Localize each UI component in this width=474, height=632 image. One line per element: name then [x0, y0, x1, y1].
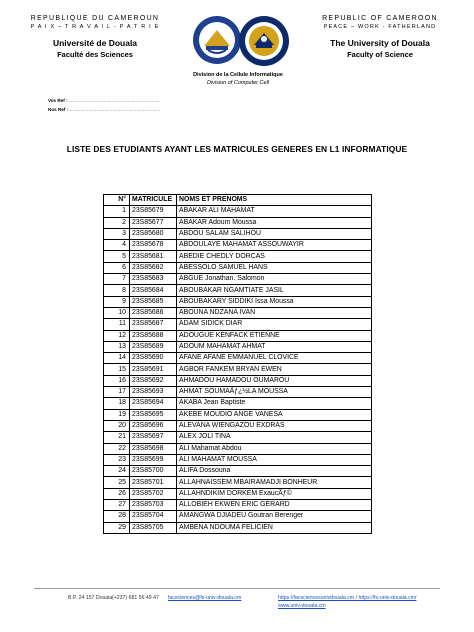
vos-ref-dots: …………………………………………………: [68, 98, 160, 103]
cell-number: 24: [104, 466, 130, 477]
table-row: [104, 228, 372, 239]
table-row: [104, 285, 372, 296]
table-row: [104, 409, 372, 420]
nos-ref-dots: …………………………………………………: [69, 107, 161, 112]
reference-block: [48, 96, 161, 114]
cell-matricule: 23S85694: [130, 398, 177, 409]
cell-matricule: 23S85680: [130, 228, 177, 239]
division-name: Division de la Cellule Informatique: [193, 72, 283, 78]
table-body: [104, 206, 372, 534]
table-row: [104, 500, 372, 511]
cell-name: AHMADOU HAMADOU OUMAROU: [177, 375, 372, 386]
cell-number: 2: [104, 217, 130, 228]
table-row: [104, 353, 372, 364]
footer-web-links: [278, 594, 416, 610]
header-right: [295, 14, 465, 60]
nos-ref-line: [48, 105, 161, 114]
cell-matricule: 23S85705: [130, 522, 177, 533]
cell-name: ADOUGUE KENFACK ETIENNE: [177, 330, 372, 341]
table-row: [104, 466, 372, 477]
table-row: [104, 420, 372, 431]
cell-number: 27: [104, 500, 130, 511]
cell-number: 16: [104, 375, 130, 386]
cell-name: ALI MAHAMAT MOUSSA: [177, 454, 372, 465]
cell-number: 12: [104, 330, 130, 341]
table-row: [104, 296, 372, 307]
table-row: [104, 274, 372, 285]
cell-matricule: 23S85690: [130, 353, 177, 364]
cell-matricule: 23S85678: [130, 240, 177, 251]
table-row: [104, 398, 372, 409]
cell-name: ALIFA Dossouna: [177, 466, 372, 477]
cell-matricule: 23S85686: [130, 307, 177, 318]
cell-name: AKABA Jean Baptiste: [177, 398, 372, 409]
cell-number: 28: [104, 511, 130, 522]
cell-number: 22: [104, 443, 130, 454]
cell-number: 6: [104, 262, 130, 273]
cell-number: 13: [104, 341, 130, 352]
cell-number: 5: [104, 251, 130, 262]
header-matricule: MATRICULE: [130, 195, 177, 206]
footer-web-link-2[interactable]: https://fs-univ-douala.cm/: [358, 595, 417, 601]
cell-matricule: 23S85687: [130, 319, 177, 330]
cell-number: 3: [104, 228, 130, 239]
cell-number: 19: [104, 409, 130, 420]
table-row: [104, 488, 372, 499]
table-row: [104, 240, 372, 251]
cell-number: 9: [104, 296, 130, 307]
faculty-name-en: Faculty of Science: [347, 50, 413, 59]
table-row: [104, 387, 372, 398]
cell-matricule: 23S85677: [130, 217, 177, 228]
university-logo-icon: [190, 12, 290, 70]
table-row: [104, 206, 372, 217]
cell-number: 10: [104, 307, 130, 318]
cell-matricule: 23S85682: [130, 262, 177, 273]
cell-matricule: 23S85697: [130, 432, 177, 443]
country-en: REPUBLIC OF CAMEROON: [322, 15, 438, 22]
faculty-seal-icon: [239, 16, 289, 66]
cell-matricule: 23S85691: [130, 364, 177, 375]
header-left: [10, 14, 180, 60]
footer-web-link-1[interactable]: https://facsciencesunivdouala.cm: [278, 595, 355, 601]
vos-ref-label: Vos Ref :: [48, 98, 68, 103]
table-row: [104, 319, 372, 330]
cell-matricule: 23S85683: [130, 274, 177, 285]
table-header-row: [104, 195, 372, 206]
cell-name: ABGUE Jonathan. Salomon: [177, 274, 372, 285]
cell-number: 18: [104, 398, 130, 409]
university-name-fr: Université de Douala: [52, 38, 138, 48]
table-row: [104, 511, 372, 522]
cell-name: AHMAT SOUMAÃƒ¿½LA MOUSSA: [177, 387, 372, 398]
cell-number: 17: [104, 387, 130, 398]
cell-name: ABEDIE CHEDLY DORCAS: [177, 251, 372, 262]
cell-number: 1: [104, 206, 130, 217]
cell-matricule: 23S85701: [130, 477, 177, 488]
vos-ref-line: [48, 96, 161, 105]
cell-matricule: 23S85696: [130, 420, 177, 431]
cell-number: 8: [104, 285, 130, 296]
logos: [190, 12, 290, 70]
cell-number: 20: [104, 420, 130, 431]
cell-name: ALEX JOLI TINA: [177, 432, 372, 443]
cell-matricule: 23S85684: [130, 285, 177, 296]
cell-number: 7: [104, 274, 130, 285]
table-row: [104, 341, 372, 352]
cell-name: ABAKAR ALI MAHAMAT: [177, 206, 372, 217]
table-row: [104, 262, 372, 273]
cell-matricule: 23S85693: [130, 387, 177, 398]
cell-name: ALLOBIEH EKWEN ERIC GERARD: [177, 500, 372, 511]
cell-name: ALI Mahamat Abdou: [177, 443, 372, 454]
table-row: [104, 477, 372, 488]
table-row: [104, 217, 372, 228]
cell-name: ALLAHNAISSEM MBAIRAMADJI BONHEUR: [177, 477, 372, 488]
table-row: [104, 443, 372, 454]
university-seal-icon: [193, 16, 241, 64]
header-number: N°: [104, 195, 130, 206]
cell-name: ABOUBAKAR NGAMTIATE JASIL: [177, 285, 372, 296]
table-row: [104, 454, 372, 465]
cell-matricule: 23S85704: [130, 511, 177, 522]
footer-address: B.P. 24 157 Douala: [68, 595, 113, 601]
cell-matricule: 23S85702: [130, 488, 177, 499]
university-name-en: The University of Douala: [330, 38, 430, 48]
cell-name: ALLAHNDIKIM DORKEM ExaucÃƒ©: [177, 488, 372, 499]
cell-name: ABESSOLO SAMUEL HANS: [177, 262, 372, 273]
cell-name: ADOUM MAHAMAT AHMAT: [177, 341, 372, 352]
cell-name: ABAKAR Adoum Moussa: [177, 217, 372, 228]
cell-name: AFANE AFANE EMMANUEL CLOVICE: [177, 353, 372, 364]
header-names: NOMS ET PRENOMS: [177, 195, 372, 206]
cell-number: 15: [104, 364, 130, 375]
cell-matricule: 23S85688: [130, 330, 177, 341]
table-row: [104, 307, 372, 318]
cell-matricule: 23S85695: [130, 409, 177, 420]
footer-web-separator: /: [355, 595, 358, 601]
cell-matricule: 23S85698: [130, 443, 177, 454]
cell-number: 23: [104, 454, 130, 465]
cell-matricule: 23S85679: [130, 206, 177, 217]
cell-number: 25: [104, 477, 130, 488]
cell-number: 21: [104, 432, 130, 443]
student-table: [103, 194, 372, 534]
cell-number: 26: [104, 488, 130, 499]
table-row: [104, 432, 372, 443]
cell-name: ABOUBAKARY SIDDIKI Issa Moussa: [177, 296, 372, 307]
table-row: [104, 251, 372, 262]
cell-matricule: 23S85685: [130, 296, 177, 307]
table-row: [104, 364, 372, 375]
country-fr: REPUBLIQUE DU CAMEROUN: [30, 15, 160, 22]
cell-matricule: 23S85700: [130, 466, 177, 477]
cell-matricule: 23S85689: [130, 341, 177, 352]
cell-number: 29: [104, 522, 130, 533]
cell-number: 14: [104, 353, 130, 364]
cell-matricule: 23S85699: [130, 454, 177, 465]
footer-phone: (+237) 681 56 49 47: [112, 595, 159, 601]
cell-number: 4: [104, 240, 130, 251]
cell-name: ALEVANA WIENGAZOU EXDRAS: [177, 420, 372, 431]
document-title: LISTE DES ETUDIANTS AYANT LES MATRICULES GENERES EN L1 INFORMATIQUE: [66, 144, 408, 154]
footer-email-link[interactable]: facsciences@fs-univ-douala.cm: [168, 595, 242, 601]
footer-web-link-3[interactable]: www.univ-douala.cm: [278, 603, 326, 609]
table-row: [104, 375, 372, 386]
cell-matricule: 23S85692: [130, 375, 177, 386]
division-name-en: Division of Computer Cell: [206, 80, 270, 86]
cell-name: AGBOR FANKEM BRYAN EWEN: [177, 364, 372, 375]
cell-name: ADAM SIDICK DIAR: [177, 319, 372, 330]
cell-matricule: 23S85681: [130, 251, 177, 262]
footer-divider: [34, 588, 440, 589]
motto-en: PEACE – WORK - FATHERLAND: [323, 24, 437, 30]
cell-name: AKEBE MOUDIO ANGE VANESA: [177, 409, 372, 420]
division-block: [150, 71, 326, 87]
motto-fr: P A I X – T R A V A I L - P A T R I E: [30, 24, 160, 30]
table-row: [104, 522, 372, 533]
cell-name: ABDOULAYE MAHAMAT ASSOUWAYIR: [177, 240, 372, 251]
cell-matricule: 23S85703: [130, 500, 177, 511]
cell-name: ABOUNA NDZANA IVAN: [177, 307, 372, 318]
cell-name: AMBENA NDOUMA FELICIEN: [177, 522, 372, 533]
cell-name: ABDOU SALAM SALIHOU: [177, 228, 372, 239]
cell-name: AMANGWA DJIADEU Goutran Berenger: [177, 511, 372, 522]
cell-number: 11: [104, 319, 130, 330]
nos-ref-label: Nos Ref :: [48, 107, 69, 112]
faculty-name-fr: Faculté des Sciences: [57, 50, 133, 59]
table-row: [104, 330, 372, 341]
